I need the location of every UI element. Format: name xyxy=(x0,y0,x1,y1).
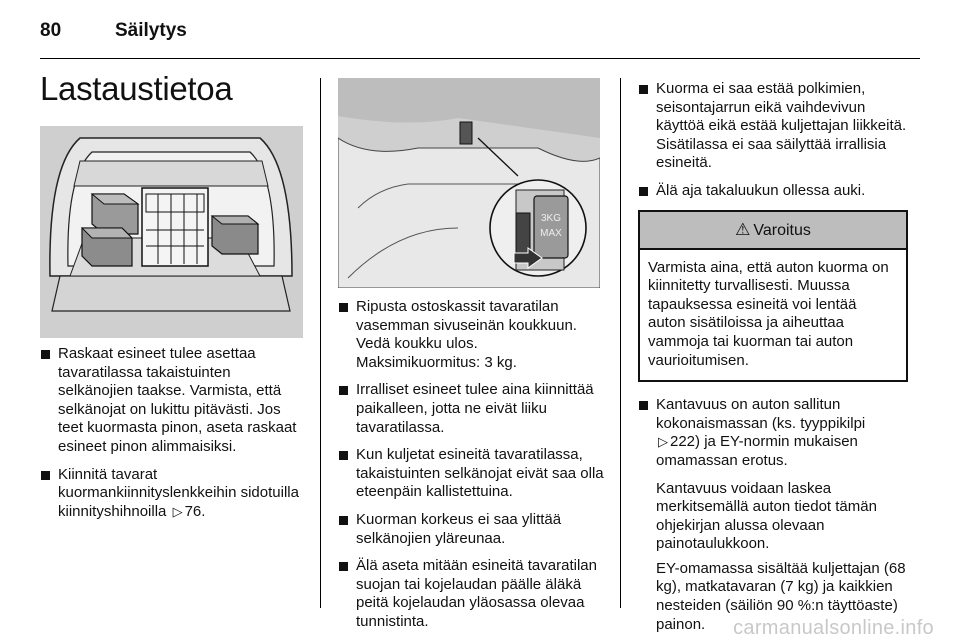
list-item xyxy=(638,396,908,470)
paragraph: Kantavuus voidaan laskea merkitsemällä auton tiedot tämän ohjekirjan alussa olevaan painotaulukkoon. xyxy=(656,479,877,553)
column-divider xyxy=(620,78,621,608)
arrow-reference-icon: ▷ xyxy=(172,503,183,519)
column-middle xyxy=(338,298,606,641)
page-reference[interactable]: 222) xyxy=(670,433,701,451)
arrow-reference-icon: ▷ xyxy=(658,434,668,450)
list-item xyxy=(40,466,308,522)
bullet-list xyxy=(638,80,908,201)
section-title: Säilytys xyxy=(115,20,187,41)
bullet-list xyxy=(338,298,606,632)
warning-header xyxy=(640,212,906,250)
warning-box xyxy=(638,210,908,383)
column-left xyxy=(40,345,308,530)
page-number: 80 xyxy=(40,20,62,41)
column-right xyxy=(638,80,908,640)
list-item: Älä aja takaluukun ollessa auki. xyxy=(638,182,908,201)
warning-title: Varoitus xyxy=(753,221,811,239)
list-item-text: Kiinnitä tavarat kuormankiinnityslenkkeihin sidotuilla kiinnityshihnoilla xyxy=(58,465,299,520)
paragraph: EY-omamassa sisältää kuljettajan (68 kg), matkatavaran (7 kg) ja kaikkien nesteiden (säiliön 90 %:n täyttöaste) painon. xyxy=(656,559,906,633)
page-header xyxy=(40,14,920,44)
header-rule xyxy=(40,58,920,59)
list-item: Irralliset esineet tulee aina kiinnittää paikalleen, jotta ne eivät liiku tavaratilassa. xyxy=(338,381,606,437)
watermark: carmanualsonline.info xyxy=(733,617,934,639)
list-item-text: Kantavuus on auton sallitun kokonaismassan (ks. tyyppikilpi xyxy=(656,396,866,432)
list-item: Kuorman korkeus ei saa ylittää selkänojien yläreunaa. xyxy=(338,511,606,548)
list-item: Kuorma ei saa estää polkimien, seisontajarrun eikä vaihdevivun käyttöä eikä estää kuljettajan liikkeitä. Sisätilassa ei saa säilyttää irrallisia esineitä. xyxy=(638,80,908,173)
list-item: Raskaat esineet tulee asettaa tavaratilassa takaistuinten selkänojien taakse. Varmista, että selkänojat on lukittu pitävästi. Jos teet kuormasta pinon, aseta raskaat esineet pinon alimmaisiksi. xyxy=(40,345,308,457)
bag-hook-illustration xyxy=(338,78,600,288)
warning-body: Varmista aina, että auton kuorma on kiinnitetty turvallisesti. Muussa tapauksessa esineitä voi lentää auton sisätiloissa ja aiheuttaa vammoja tai kuorman tai auton vaurioitumisen. xyxy=(648,258,889,369)
list-item: Kun kuljetat esineitä tavaratilassa, takaistuinten selkänojat eivät saa olla eteenpäin kallistettuina. xyxy=(338,446,606,502)
bullet-list xyxy=(638,396,908,470)
page-reference[interactable]: 76. xyxy=(184,502,206,520)
trunk-loading-illustration xyxy=(40,126,303,338)
bullet-list xyxy=(40,345,308,521)
page-title: Lastaustietoa xyxy=(40,70,233,107)
hook-label-weight: 3KG xyxy=(540,213,562,224)
hook-label-max: MAX xyxy=(540,228,562,239)
column-divider xyxy=(320,78,321,608)
warning-triangle-icon: ⚠ xyxy=(735,219,751,239)
list-item: Ripusta ostoskassit tavaratilan vasemman sivuseinän koukkuun. Vedä koukku ulos. Maksimikuormitus: 3 kg. xyxy=(338,298,606,372)
list-item: Älä aseta mitään esineitä tavaratilan suojan tai kojelaudan päälle äläkä peitä kojelaudan yläosassa olevaa tunnistinta. xyxy=(338,557,606,631)
list-item-text: ja EY-normin mukaisen omamassan erotus. xyxy=(656,433,858,469)
